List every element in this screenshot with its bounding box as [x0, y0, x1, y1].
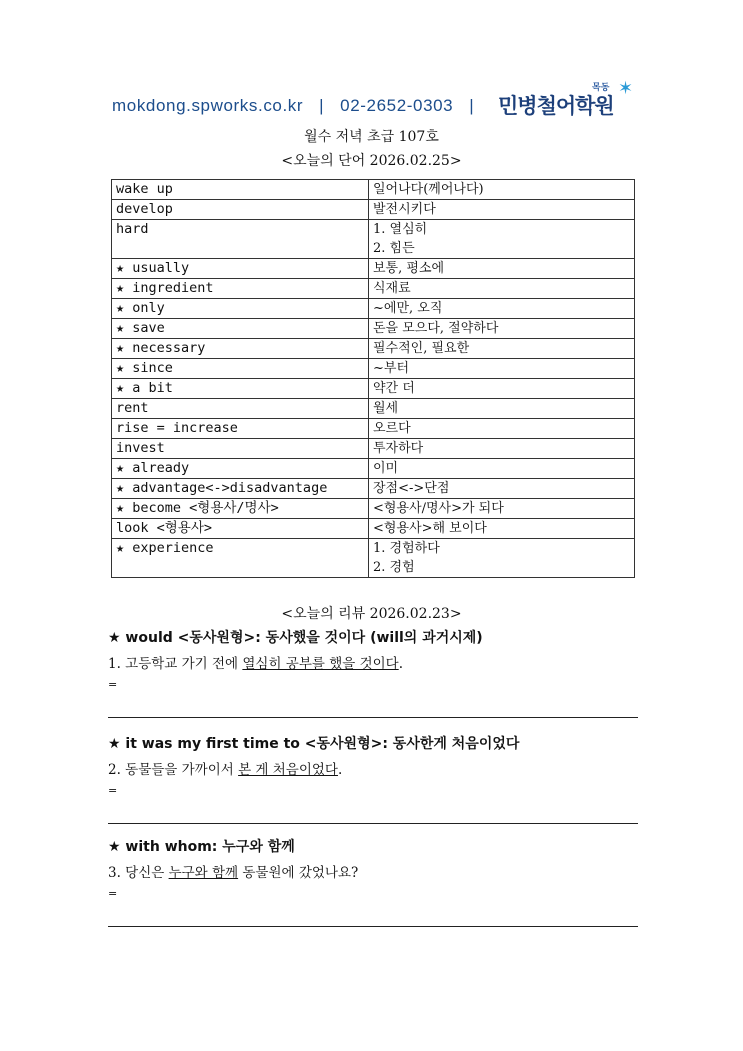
meaning-line: 돈을 모으다, 절약하다 [373, 321, 499, 336]
vocab-meaning [369, 439, 635, 459]
vocab-row [112, 339, 635, 359]
vocab-meaning [369, 499, 635, 519]
vocab-row [112, 459, 635, 479]
underlined-phrase: 본 게 처음이었다 [238, 762, 338, 778]
review-heading: ★ it was my first time to <동사원형>: 동사한게 처음이었다 [108, 736, 520, 752]
meaning-line: 오르다 [373, 421, 411, 436]
vocab-word: rise = increase [112, 419, 369, 439]
vocab-word: ★ usually [112, 259, 369, 279]
vocab-meaning [369, 399, 635, 419]
vocab-meaning [369, 539, 635, 578]
vocab-meaning [369, 279, 635, 299]
vocab-word: ★ necessary [112, 339, 369, 359]
vocab-row [112, 180, 635, 200]
vocab-row [112, 259, 635, 279]
meaning-line: 일어나다(께어나다) [373, 182, 484, 197]
vocab-meaning [369, 519, 635, 539]
meaning-line: 약간 더 [373, 381, 415, 396]
vocab-meaning [369, 479, 635, 499]
vocab-row [112, 499, 635, 519]
phone-text: 02-2652-0303 [340, 96, 454, 115]
meaning-line: ~부터 [373, 361, 410, 376]
vocab-word: ★ experience [112, 539, 369, 578]
vocab-word: look <형용사> [112, 519, 369, 539]
question-text: 동물원에 갔었나요? [238, 865, 359, 881]
answer-line[interactable] [108, 717, 638, 718]
vocab-meaning [369, 319, 635, 339]
vocab-meaning [369, 220, 635, 259]
review-title: <오늘의 리뷰 2026.02.23> [281, 606, 462, 622]
meaning-line: <형용사>해 보이다 [373, 521, 487, 536]
vocab-row [112, 519, 635, 539]
vocab-word: wake up [112, 180, 369, 200]
review-heading: ★ would <동사원형>: 동사했을 것이다 (will의 과거시제) [108, 630, 483, 646]
vocab-meaning [369, 200, 635, 220]
page-header [112, 80, 642, 124]
meaning-line: ~에만, 오직 [373, 301, 443, 316]
meaning-line: 필수적인, 필요한 [373, 341, 470, 356]
vocab-word: ★ since [112, 359, 369, 379]
meaning-line: 1. 열심히 [373, 222, 428, 237]
review-question [108, 862, 643, 884]
vocab-meaning [369, 459, 635, 479]
academy-logo [498, 80, 648, 124]
vocab-row [112, 220, 635, 259]
vocab-word: ★ only [112, 299, 369, 319]
vocab-row [112, 279, 635, 299]
underlined-phrase: 열심히 공부를 했을 것이다 [242, 656, 399, 672]
vocab-row [112, 359, 635, 379]
review-question [108, 653, 643, 675]
vocab-meaning [369, 299, 635, 319]
vocab-row [112, 319, 635, 339]
meaning-line: 발전시키다 [373, 202, 436, 217]
separator: | [319, 96, 325, 115]
meaning-line: 이미 [373, 461, 399, 476]
vocab-row [112, 419, 635, 439]
vocab-meaning [369, 259, 635, 279]
review-section [108, 836, 643, 927]
meaning-line: 2. 힘든 [373, 241, 415, 256]
meaning-line: 식재료 [373, 281, 411, 296]
answer-prefix: = [108, 678, 118, 691]
underlined-phrase: 누구와 함께 [168, 865, 239, 881]
vocab-word: invest [112, 439, 369, 459]
meaning-line: 투자하다 [373, 441, 424, 456]
review-section [108, 627, 643, 718]
vocab-row [112, 439, 635, 459]
meaning-line: 2. 경험 [373, 560, 415, 575]
question-text: . [337, 762, 343, 778]
vocab-word: hard [112, 220, 369, 259]
answer-line[interactable] [108, 926, 638, 927]
meaning-line: 1. 경험하다 [373, 541, 440, 556]
question-text: 3. 당신은 [108, 865, 169, 881]
vocab-meaning [369, 180, 635, 200]
meaning-line: 월세 [373, 401, 399, 416]
website-text: mokdong.spworks.co.kr [112, 96, 304, 115]
vocab-meaning [369, 419, 635, 439]
vocab-subtitle: <오늘의 단어 2026.02.25> [281, 153, 462, 169]
review-question [108, 759, 643, 781]
answer-line[interactable] [108, 823, 638, 824]
question-text: . [398, 656, 403, 672]
vocab-meaning [369, 379, 635, 399]
logo-star-icon: ✶ [618, 78, 634, 99]
vocab-row [112, 200, 635, 220]
answer-prefix: = [108, 887, 118, 900]
vocab-row [112, 479, 635, 499]
review-heading: ★ with whom: 누구와 함께 [108, 839, 295, 855]
meaning-line: <형용사/명사>가 되다 [373, 501, 504, 516]
contact-line [112, 96, 474, 116]
vocab-meaning [369, 339, 635, 359]
vocab-word: develop [112, 200, 369, 220]
vocab-word: rent [112, 399, 369, 419]
vocab-word: ★ become <형용사/명사> [112, 499, 369, 519]
review-section [108, 733, 643, 824]
meaning-line: 보통, 평소에 [373, 261, 445, 276]
question-text: 1. 고등학교 가기 전에 [108, 656, 243, 672]
vocab-table [111, 179, 635, 578]
vocab-row [112, 539, 635, 578]
vocab-meaning [369, 359, 635, 379]
vocab-row [112, 299, 635, 319]
vocab-word: ★ save [112, 319, 369, 339]
vocab-word: ★ a bit [112, 379, 369, 399]
meaning-line: 장점<->단점 [373, 481, 450, 496]
separator: | [469, 96, 475, 115]
vocab-word: ★ advantage<->disadvantage [112, 479, 369, 499]
answer-prefix: = [108, 784, 118, 797]
question-text: 2. 동물들을 가까이서 [108, 762, 239, 778]
logo-small-text: 목동 [592, 83, 610, 93]
logo-main-text: 민병철어학원 [498, 94, 614, 118]
vocab-row [112, 379, 635, 399]
class-title: 월수 저녁 초급 107호 [304, 129, 439, 145]
vocab-word: ★ ingredient [112, 279, 369, 299]
vocab-word: ★ already [112, 459, 369, 479]
vocab-row [112, 399, 635, 419]
